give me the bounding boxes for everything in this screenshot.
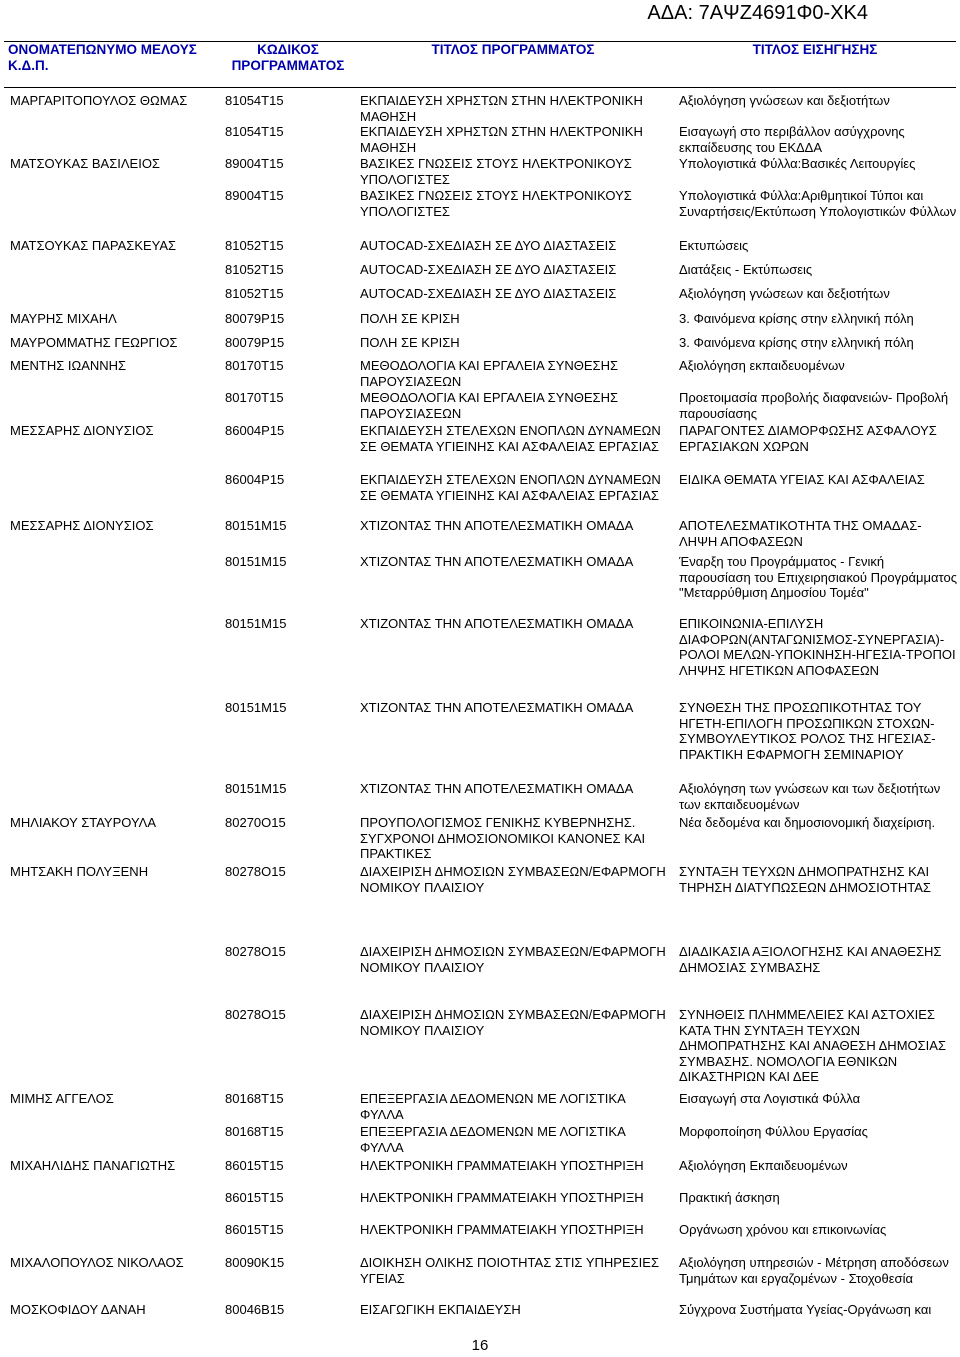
row-topic: ΣΥΝΤΑΞΗ ΤΕΥΧΩΝ ΔΗΜΟΠΡΑΤΗΣΗΣ ΚΑΙ ΤΗΡΗΣΗ ΔΙΑΤΥΠΩΣΕΩΝ ΔΗΜΟΣΙΟΤΗΤΑΣ [679,864,931,895]
row-program: ΧΤΙΖΟΝΤΑΣ ΤΗΝ ΑΠΟΤΕΛΕΣΜΑΤΙΚΗ ΟΜΑΔΑ [360,781,634,796]
row-code: 86015Τ15 [225,1222,284,1237]
row-topic: Εισαγωγή στα Λογιστικά Φύλλα [679,1091,861,1106]
row-code: 89004Τ15 [225,156,284,171]
row-program: ΔΙΑΧΕΙΡΙΣΗ ΔΗΜΟΣΙΩΝ ΣΥΜΒΑΣΕΩΝ/ΕΦΑΡΜΟΓΗ ΝΟΜΙΚΟΥ ΠΛΑΙΣΙΟΥ [360,864,666,895]
row-topic: ΣΥΝΘΕΣΗ ΤΗΣ ΠΡΟΣΩΠΙΚΟΤΗΤΑΣ ΤΟΥ ΗΓΕΤΗ-ΕΠΙΛΟΓΗ ΠΡΟΣΩΠΙΚΩΝ ΣΤΟΧΩΝ-ΣΥΜΒΟΥΛΕΥΤΙΚΟΣ ΡΟΛΟΣ ΤΗΣ ΗΓΕΣΙΑΣ-ΠΡΑΚΤΙΚΗ ΕΦΑΡΜΟΓΗ ΣΕΜΙΝΑΡΙΟΥ [679,700,936,762]
row-code: 80151Μ15 [225,554,287,569]
row-topic: Αξιολόγηση γνώσεων και δεξιοτήτων [679,286,890,301]
row-program: ΧΤΙΖΟΝΤΑΣ ΤΗΝ ΑΠΟΤΕΛΕΣΜΑΤΙΚΗ ΟΜΑΔΑ [360,518,634,533]
row-program: ΠΟΛΗ ΣΕ ΚΡΙΣΗ [360,311,460,326]
row-topic: Αξιολόγηση εκπαιδευομένων [679,358,845,373]
row-code: 80270Ο15 [225,815,286,830]
header-name: ΟΝΟΜΑΤΕΠΩΝΥΜΟ ΜΕΛΟΥΣ Κ.Δ.Π. [8,42,197,73]
row-code: 80046Β15 [225,1302,285,1317]
header-bottom-rule [4,87,956,88]
row-code: 80079Ρ15 [225,311,285,326]
row-program: ΠΡΟΥΠΟΛΟΓΙΣΜΟΣ ΓΕΝΙΚΗΣ ΚΥΒΕΡΝΗΣΗΣ. ΣΥΓΧΡΟΝΟΙ ΔΗΜΟΣΙΟΝΟΜΙΚΟΙ ΚΑΝΟΝΕΣ ΚΑΙ ΠΡΑΚΤΙΚΕΣ [360,815,646,861]
row-program: ΒΑΣΙΚΕΣ ΓΝΩΣΕΙΣ ΣΤΟΥΣ ΗΛΕΚΤΡΟΝΙΚΟΥΣ ΥΠΟΛΟΓΙΣΤΕΣ [360,188,632,219]
row-code: 80151Μ15 [225,616,287,631]
row-name: ΜΑΥΡΟΜΜΑΤΗΣ ΓΕΩΡΓΙΟΣ [10,335,178,350]
row-name: ΜΙΧΑΛΟΠΟΥΛΟΣ ΝΙΚΟΛΑΟΣ [10,1255,184,1270]
row-name: ΜΑΤΣΟΥΚΑΣ ΒΑΣΙΛΕΙΟΣ [10,156,160,171]
row-code: 86004Ρ15 [225,423,285,438]
row-topic: 3. Φαινόμενα κρίσης στην ελληνική πόλη [679,335,914,350]
row-topic: ΣΥΝΗΘΕΙΣ ΠΛΗΜΜΕΛΕΙΕΣ ΚΑΙ ΑΣΤΟΧΙΕΣ ΚΑΤΑ ΤΗΝ ΣΥΝΤΑΞΗ ΤΕΥΧΩΝ ΔΗΜΟΠΡΑΤΗΣΗΣ ΚΑΙ ΑΝΑΘΕΣΗ ΔΗΜΟΣΙΑΣ ΣΥΜΒΑΣΗΣ. ΝΟΜΟΛΟΓΙΑ ΕΘΝΙΚΩΝ ΔΙΚΑΣΤΗΡΙΩΝ ΚΑΙ ΔΕΕ [679,1007,946,1084]
row-topic: ΕΙΔΙΚΑ ΘΕΜΑΤΑ ΥΓΕΙΑΣ ΚΑΙ ΑΣΦΑΛΕΙΑΣ [679,472,925,487]
row-program: ΔΙΟΙΚΗΣΗ ΟΛΙΚΗΣ ΠΟΙΟΤΗΤΑΣ ΣΤΙΣ ΥΠΗΡΕΣΙΕΣ ΥΓΕΙΑΣ [360,1255,659,1286]
row-program: ΕΚΠΑΙΔΕΥΣΗ ΧΡΗΣΤΩΝ ΣΤΗΝ ΗΛΕΚΤΡΟΝΙΚΗ ΜΑΘΗΣΗ [360,93,643,124]
row-topic: Αξιολόγηση Εκπαιδευομένων [679,1158,848,1173]
row-topic: ΔΙΑΔΙΚΑΣΙΑ ΑΞΙΟΛΟΓΗΣΗΣ ΚΑΙ ΑΝΑΘΕΣΗΣ ΔΗΜΟΣΙΑΣ ΣΥΜΒΑΣΗΣ [679,944,942,975]
row-topic: Εκτυπώσεις [679,238,749,253]
row-code: 80168Τ15 [225,1124,284,1139]
row-code: 80278Ο15 [225,944,286,959]
row-program: AUTOCAD-ΣΧΕΔΙΑΣΗ ΣΕ ΔΥΟ ΔΙΑΣΤΑΣΕΙΣ [360,286,617,301]
row-name: ΜΑΤΣΟΥΚΑΣ ΠΑΡΑΣΚΕΥΑΣ [10,238,177,253]
row-program: ΕΠΕΞΕΡΓΑΣΙΑ ΔΕΔΟΜΕΝΩΝ ΜΕ ΛΟΓΙΣΤΙΚΑ ΦΥΛΛΑ [360,1124,626,1155]
row-program: ΗΛΕΚΤΡΟΝΙΚΗ ΓΡΑΜΜΑΤΕΙΑΚΗ ΥΠΟΣΤΗΡΙΞΗ [360,1222,644,1237]
row-program: ΜΕΘΟΔΟΛΟΓΙΑ ΚΑΙ ΕΡΓΑΛΕΙΑ ΣΥΝΘΕΣΗΣ ΠΑΡΟΥΣΙΑΣΕΩΝ [360,358,619,389]
row-program: ΕΚΠΑΙΔΕΥΣΗ ΣΤΕΛΕΧΩΝ ΕΝΟΠΛΩΝ ΔΥΝΑΜΕΩΝ ΣΕ ΘΕΜΑΤΑ ΥΓΙΕΙΝΗΣ ΚΑΙ ΑΣΦΑΛΕΙΑΣ ΕΡΓΑΣΙΑΣ [360,423,661,454]
row-topic: Διατάξεις - Εκτύπωσεις [679,262,813,277]
row-name: ΜΕΣΣΑΡΗΣ ΔΙΟΝΥΣΙΟΣ [10,423,154,438]
header-code: ΚΩΔΙΚΟΣ ΠΡΟΓΡΑΜΜΑΤΟΣ [231,42,345,73]
row-name: ΜΗΤΣΑΚΗ ΠΟΛΥΞΕΝΗ [10,864,149,879]
row-program: ΧΤΙΖΟΝΤΑΣ ΤΗΝ ΑΠΟΤΕΛΕΣΜΑΤΙΚΗ ΟΜΑΔΑ [360,700,634,715]
row-program: ΕΙΣΑΓΩΓΙΚΗ ΕΚΠΑΙΔΕΥΣΗ [360,1302,521,1317]
row-code: 81052Τ15 [225,286,284,301]
row-code: 80090Κ15 [225,1255,285,1270]
ada-code: ΑΔΑ: 7ΑΨΖ4691Φ0-ΧΚ4 [647,2,868,24]
row-topic: Οργάνωση χρόνου και επικοινωνίας [679,1222,887,1237]
row-program: AUTOCAD-ΣΧΕΔΙΑΣΗ ΣΕ ΔΥΟ ΔΙΑΣΤΑΣΕΙΣ [360,262,617,277]
row-program: AUTOCAD-ΣΧΕΔΙΑΣΗ ΣΕ ΔΥΟ ΔΙΑΣΤΑΣΕΙΣ [360,238,617,253]
row-program: ΕΚΠΑΙΔΕΥΣΗ ΧΡΗΣΤΩΝ ΣΤΗΝ ΗΛΕΚΤΡΟΝΙΚΗ ΜΑΘΗΣΗ [360,124,643,155]
row-program: ΗΛΕΚΤΡΟΝΙΚΗ ΓΡΑΜΜΑΤΕΙΑΚΗ ΥΠΟΣΤΗΡΙΞΗ [360,1190,644,1205]
row-code: 81054Τ15 [225,124,284,139]
row-code: 81052Τ15 [225,262,284,277]
row-code: 80168Τ15 [225,1091,284,1106]
row-name: ΜΑΥΡΗΣ ΜΙΧΑΗΛ [10,311,117,326]
row-program: ΔΙΑΧΕΙΡΙΣΗ ΔΗΜΟΣΙΩΝ ΣΥΜΒΑΣΕΩΝ/ΕΦΑΡΜΟΓΗ ΝΟΜΙΚΟΥ ΠΛΑΙΣΙΟΥ [360,1007,666,1038]
row-topic: Υπολογιστικά Φύλλα:Αριθμητικοί Τύποι και Συναρτήσεις/Εκτύπωση Υπολογιστικών Φύλλων [679,188,957,219]
row-name: ΜΗΛΙΑΚΟΥ ΣΤΑΥΡΟΥΛΑ [10,815,157,830]
header-program: ΤΙΤΛΟΣ ΠΡΟΓΡΑΜΜΑΤΟΣ [431,42,595,57]
table-header [4,42,956,73]
row-code: 80151Μ15 [225,781,287,796]
row-code: 80079Ρ15 [225,335,285,350]
row-name: ΜΕΝΤΗΣ ΙΩΑΝΝΗΣ [10,358,127,373]
row-program: ΜΕΘΟΔΟΛΟΓΙΑ ΚΑΙ ΕΡΓΑΛΕΙΑ ΣΥΝΘΕΣΗΣ ΠΑΡΟΥΣΙΑΣΕΩΝ [360,390,619,421]
row-name: ΜΙΜΗΣ ΑΓΓΕΛΟΣ [10,1091,114,1106]
row-code: 86004Ρ15 [225,472,285,487]
row-code: 86015Τ15 [225,1190,284,1205]
row-program: ΠΟΛΗ ΣΕ ΚΡΙΣΗ [360,335,460,350]
row-code: 86015Τ15 [225,1158,284,1173]
row-program: ΕΠΕΞΕΡΓΑΣΙΑ ΔΕΔΟΜΕΝΩΝ ΜΕ ΛΟΓΙΣΤΙΚΑ ΦΥΛΛΑ [360,1091,626,1122]
row-code: 81054Τ15 [225,93,284,108]
page-number: 16 [471,1337,489,1354]
row-code: 89004Τ15 [225,188,284,203]
row-topic: 3. Φαινόμενα κρίσης στην ελληνική πόλη [679,311,914,326]
row-topic: Προετοιμασία προβολής διαφανειών- Προβολή παρουσίασης [679,390,949,421]
row-code: 80278Ο15 [225,864,286,879]
row-topic: ΠΑΡΑΓΟΝΤΕΣ ΔΙΑΜΟΡΦΩΣΗΣ ΑΣΦΑΛΟΥΣ ΕΡΓΑΣΙΑΚΩΝ ΧΩΡΩΝ [679,423,937,454]
row-topic: Νέα δεδομένα και δημοσιονομική διαχείριση. [679,815,936,830]
row-name: ΜΙΧΑΗΛΙΔΗΣ ΠΑΝΑΓΙΩΤΗΣ [10,1158,176,1173]
row-name: ΜΟΣΚΟΦΙΔΟΥ ΔΑΝΑΗ [10,1302,146,1317]
row-topic: ΕΠΙΚΟΙΝΩΝΙΑ-ΕΠΙΛΥΣΗ ΔΙΑΦΟΡΩΝ(ΑΝΤΑΓΩΝΙΣΜΟΣ-ΣΥΝΕΡΓΑΣΙΑ)-ΡΟΛΟΙ ΜΕΛΩΝ-ΥΠΟΚΙΝΗΣΗ-ΗΓΕΣΙΑ-ΤΡΟΠΟΙ ΛΗΨΗΣ ΗΓΕΤΙΚΩΝ ΑΠΟΦΑΣΕΩΝ [679,616,956,678]
row-code: 80151Μ15 [225,700,287,715]
row-topic: Πρακτική άσκηση [679,1190,780,1205]
row-topic: Έναρξη του Προγράμματος - Γενική παρουσίαση του Επιχειρησιακού Προγράμματος "Μεταρρύθμιση Δημοσίου Τομέα" [679,554,957,600]
row-program: ΔΙΑΧΕΙΡΙΣΗ ΔΗΜΟΣΙΩΝ ΣΥΜΒΑΣΕΩΝ/ΕΦΑΡΜΟΓΗ ΝΟΜΙΚΟΥ ΠΛΑΙΣΙΟΥ [360,944,666,975]
row-code: 80151Μ15 [225,518,287,533]
row-code: 80278Ο15 [225,1007,286,1022]
row-topic: Αξιολόγηση γνώσεων και δεξιοτήτων [679,93,890,108]
row-name: ΜΕΣΣΑΡΗΣ ΔΙΟΝΥΣΙΟΣ [10,518,154,533]
row-program: ΧΤΙΖΟΝΤΑΣ ΤΗΝ ΑΠΟΤΕΛΕΣΜΑΤΙΚΗ ΟΜΑΔΑ [360,616,634,631]
header-topic: ΤΙΤΛΟΣ ΕΙΣΗΓΗΣΗΣ [752,42,878,57]
row-topic: Μορφοποίηση Φύλλου Εργασίας [679,1124,868,1139]
row-program: ΧΤΙΖΟΝΤΑΣ ΤΗΝ ΑΠΟΤΕΛΕΣΜΑΤΙΚΗ ΟΜΑΔΑ [360,554,634,569]
row-topic: Υπολογιστικά Φύλλα:Βασικές Λειτουργίες [679,156,916,171]
row-code: 81052Τ15 [225,238,284,253]
row-name: ΜΑΡΓΑΡΙΤΟΠΟΥΛΟΣ ΘΩΜΑΣ [10,93,188,108]
row-topic: ΑΠΟΤΕΛΕΣΜΑΤΙΚΟΤΗΤΑ ΤΗΣ ΟΜΑΔΑΣ-ΛΗΨΗ ΑΠΟΦΑΣΕΩΝ [679,518,922,549]
row-program: ΕΚΠΑΙΔΕΥΣΗ ΣΤΕΛΕΧΩΝ ΕΝΟΠΛΩΝ ΔΥΝΑΜΕΩΝ ΣΕ ΘΕΜΑΤΑ ΥΓΙΕΙΝΗΣ ΚΑΙ ΑΣΦΑΛΕΙΑΣ ΕΡΓΑΣΙΑΣ [360,472,661,503]
row-program: ΒΑΣΙΚΕΣ ΓΝΩΣΕΙΣ ΣΤΟΥΣ ΗΛΕΚΤΡΟΝΙΚΟΥΣ ΥΠΟΛΟΓΙΣΤΕΣ [360,156,632,187]
row-topic: Εισαγωγή στο περιβάλλον ασύγχρονης εκπαίδευσης του ΕΚΔΔΑ [679,124,905,155]
row-code: 80170Τ15 [225,390,284,405]
row-topic: Αξιολόγηση υπηρεσιών - Μέτρηση αποδόσεων Τμημάτων και εργαζομένων - Στοχοθεσία [679,1255,949,1286]
row-program: ΗΛΕΚΤΡΟΝΙΚΗ ΓΡΑΜΜΑΤΕΙΑΚΗ ΥΠΟΣΤΗΡΙΞΗ [360,1158,644,1173]
row-topic: Σύγχρονα Συστήματα Υγείας-Οργάνωση και [679,1302,932,1317]
row-code: 80170Τ15 [225,358,284,373]
row-topic: Αξιολόγηση των γνώσεων και των δεξιοτήτων των εκπαιδευομένων [679,781,941,812]
